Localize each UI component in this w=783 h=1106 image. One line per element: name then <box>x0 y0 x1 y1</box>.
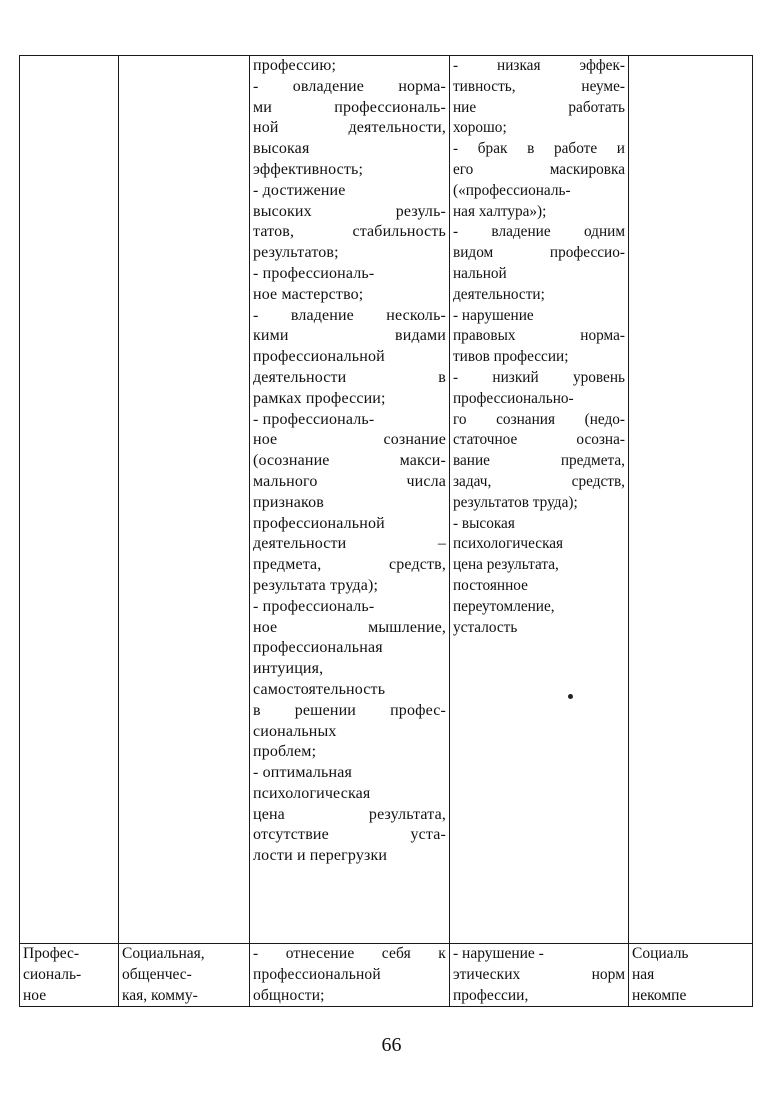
text-line: ная <box>632 965 655 983</box>
text-line: тивность, неуме- <box>453 77 625 95</box>
text-line: цена результата, <box>253 805 446 823</box>
text-line: цена результата, <box>453 556 559 574</box>
text-line: ной деятельности, <box>253 119 446 137</box>
text-line: Социаль <box>632 945 689 962</box>
cell-row1-col3 <box>250 56 450 944</box>
text-line: психологическая <box>453 535 564 553</box>
text-line: самостоятельность <box>253 680 386 698</box>
text-line: ное мышление, <box>253 618 446 636</box>
cell-row1-col1 <box>20 56 119 944</box>
text-line: деятельности – <box>253 535 446 553</box>
text-line: («профессиональ- <box>453 181 571 199</box>
text-line: нальной <box>453 264 507 282</box>
text-line: предмета, средств, <box>253 556 446 574</box>
text-line: задач, средств, <box>453 472 625 490</box>
text-line: профессиональной <box>253 514 385 532</box>
text-line: высокая <box>253 140 310 158</box>
text-line: хорошо; <box>453 119 507 137</box>
text-line: постоянное <box>453 576 528 594</box>
text-line: профессии, <box>453 986 529 1004</box>
text-line: психологическая <box>253 784 371 802</box>
text-line: деятельности в <box>253 368 446 386</box>
text-line: лости и перегрузки <box>253 847 388 865</box>
text-line: Социальная, <box>122 945 205 962</box>
text-line: его маскировка <box>453 160 625 178</box>
text-line: ние работать <box>453 98 625 116</box>
text-line: кими видами <box>253 327 446 345</box>
text-line: видом профессио- <box>453 244 625 262</box>
text-line: - овладение норма- <box>253 77 446 95</box>
text-line: признаков <box>253 493 324 511</box>
cell-row2-col2 <box>119 944 250 1007</box>
text-line: ное сознание <box>253 431 446 449</box>
cell-row2-col1 <box>20 944 119 1007</box>
text-line: - профессиональ- <box>253 264 375 282</box>
text-line: общенчес- <box>122 965 192 983</box>
cell-row1-col2 <box>119 56 250 944</box>
text-line: профессиональной <box>253 348 385 366</box>
text-line: ми профессиональ- <box>253 98 446 116</box>
text-line: - достижение <box>253 181 346 199</box>
text-line: - владение одним <box>453 223 625 241</box>
text-line: некомпе <box>632 986 687 1004</box>
text-line: сиональ- <box>23 965 82 983</box>
text-line: - оптимальная <box>253 764 352 782</box>
text-line: мального числа <box>253 472 446 490</box>
text-line: Профес- <box>23 945 80 962</box>
content-table <box>19 55 753 1007</box>
text-line: результата труда); <box>253 576 379 594</box>
text-line: отсутствие уста- <box>253 826 446 844</box>
text-line: эффективность; <box>253 160 364 178</box>
text-line: татов, стабильность <box>253 223 446 241</box>
text-line: - низкая эффек- <box>453 57 625 74</box>
text-line: - профессиональ- <box>253 410 375 428</box>
table-row <box>20 944 753 1007</box>
text-line: этических норм <box>453 965 625 983</box>
text-line: - нарушение - <box>453 945 544 962</box>
text-line: деятельности; <box>453 285 545 303</box>
text-line: вание предмета, <box>453 452 625 470</box>
text-line: профессиональная <box>253 639 383 657</box>
text-line: результатов; <box>253 244 339 262</box>
scan-speck <box>568 694 573 699</box>
text-line: ное мастерство; <box>253 285 364 303</box>
text-line: - владение несколь- <box>253 306 446 324</box>
text-line: - отнесение себя к <box>253 945 446 962</box>
page-number: 66 <box>381 1034 402 1056</box>
text-line: результатов труда); <box>453 493 578 511</box>
text-line: (осознание макси- <box>253 452 446 470</box>
text-line: кая, комму- <box>122 986 198 1004</box>
text-line: профессионально- <box>453 389 574 407</box>
cell-row1-col5 <box>629 56 753 944</box>
cell-row2-col4 <box>450 944 629 1007</box>
text-line: сиональных <box>253 722 337 740</box>
text-line: правовых норма- <box>453 327 625 345</box>
text-line: - профессиональ- <box>253 597 375 615</box>
text-line: в решении профес- <box>253 701 446 719</box>
text-line: общности; <box>253 986 325 1004</box>
cell-row2-col5 <box>629 944 753 1007</box>
text-line: - низкий уровень <box>453 368 625 386</box>
text-line: - высокая <box>453 514 515 532</box>
cell-row1-col4 <box>450 56 629 944</box>
text-line: усталость <box>453 618 518 636</box>
text-line: - брак в работе и <box>453 140 625 158</box>
text-line: проблем; <box>253 743 317 761</box>
text-line: ная халтура»); <box>453 202 547 220</box>
text-line: - нарушение <box>453 306 534 324</box>
text-line: ное <box>23 986 47 1004</box>
table-row <box>20 56 753 944</box>
text-line: тивов профессии; <box>453 348 569 366</box>
text-line: го сознания (недо- <box>453 410 625 428</box>
cell-row2-col3 <box>250 944 450 1007</box>
text-line: высоких резуль- <box>253 202 446 220</box>
text-line: переутомление, <box>453 597 555 615</box>
text-line: рамках профессии; <box>253 389 386 407</box>
text-line: статочное осозна- <box>453 431 625 449</box>
text-line: интуиция, <box>253 660 324 678</box>
text-line: профессиональной <box>253 965 381 983</box>
text-line: профессию; <box>253 57 337 74</box>
